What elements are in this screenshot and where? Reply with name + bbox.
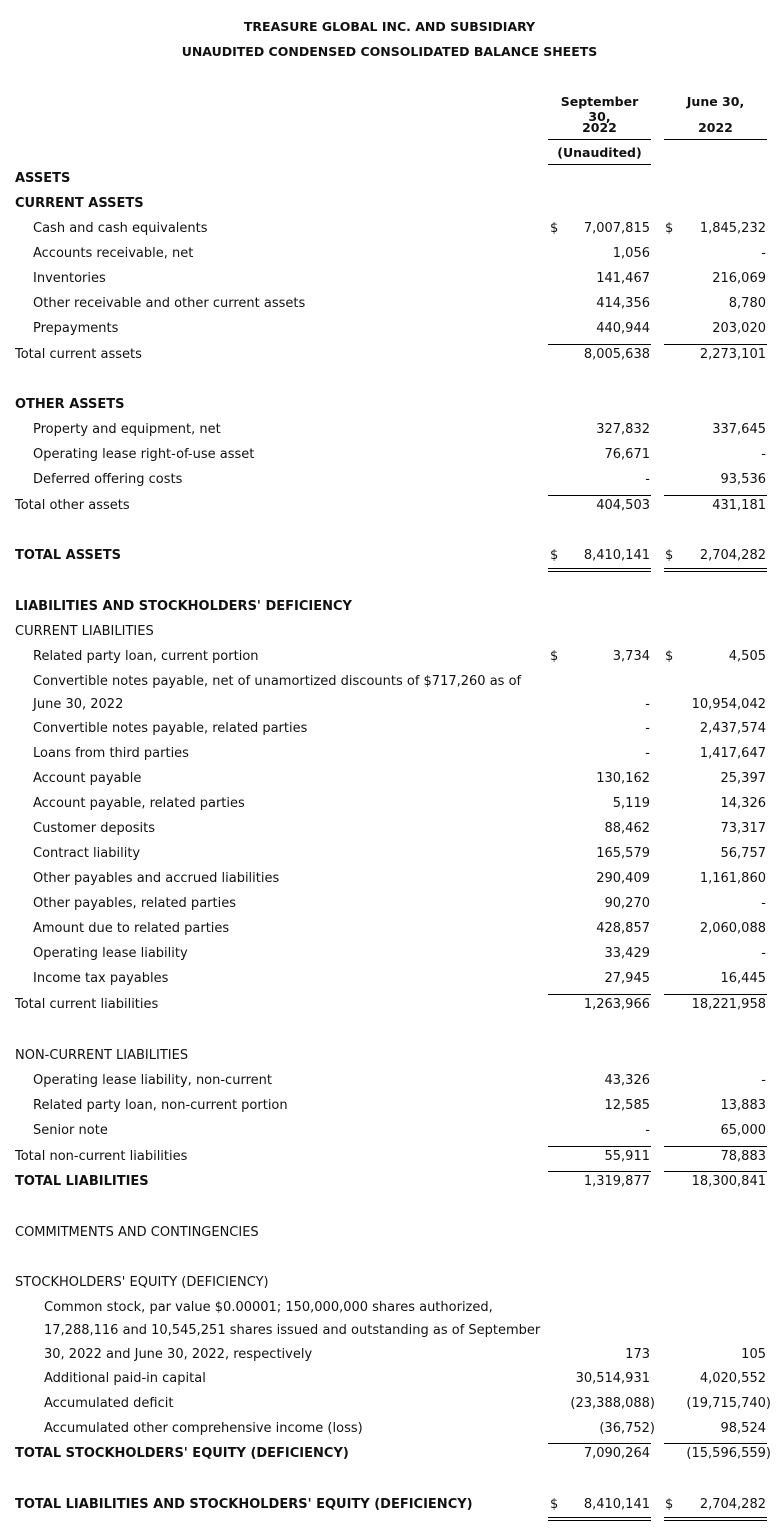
table-row [0, 296, 779, 318]
currency-symbol: $ [550, 548, 559, 563]
table-row [0, 472, 779, 494]
value-september-2022: (36,752) [599, 1421, 655, 1436]
row-label: Total current liabilities [15, 997, 159, 1012]
value-june-2022: 65,000 [720, 1123, 766, 1138]
value-june-2022: 10,954,042 [691, 697, 766, 712]
table-row [0, 624, 779, 646]
table-row [0, 1225, 779, 1247]
value-june-2022: 431,181 [712, 498, 766, 513]
subtotal-rule [548, 1146, 651, 1147]
subtotal-rule [548, 994, 651, 995]
table-row [0, 171, 779, 193]
table-row [0, 971, 779, 993]
table-row [0, 1396, 779, 1418]
col1-header-line1: September 30, [560, 94, 639, 124]
value-june-2022: 73,317 [720, 821, 766, 836]
table-row [0, 246, 779, 268]
value-september-2022: 165,579 [596, 846, 650, 861]
subtotal-rule [548, 1443, 651, 1444]
value-june-2022: 2,704,282 [699, 1497, 766, 1512]
value-september-2022: 43,326 [604, 1073, 650, 1088]
currency-symbol: $ [665, 548, 674, 563]
row-label: Prepayments [33, 321, 119, 336]
value-june-2022: - [761, 946, 766, 961]
table-row [0, 697, 779, 719]
row-label: Property and equipment, net [33, 422, 221, 437]
table-row [0, 1149, 779, 1171]
row-label: STOCKHOLDERS' EQUITY (DEFICIENCY) [15, 1275, 269, 1290]
value-june-2022: 13,883 [720, 1098, 766, 1113]
row-label: TOTAL STOCKHOLDERS' EQUITY (DEFICIENCY) [15, 1446, 349, 1461]
currency-symbol: $ [550, 1497, 559, 1512]
row-label: TOTAL LIABILITIES AND STOCKHOLDERS' EQUITY (DEFICIENCY) [15, 1497, 473, 1512]
row-label: Related party loan, non-current portion [33, 1098, 288, 1113]
table-row [0, 721, 779, 743]
table-row [0, 548, 779, 570]
value-june-2022: 4,505 [728, 649, 766, 664]
value-june-2022: 56,757 [720, 846, 766, 861]
row-label: Cash and cash equivalents [33, 221, 208, 236]
value-september-2022: 55,911 [604, 1149, 650, 1164]
table-row [0, 997, 779, 1019]
row-label: 17,288,116 and 10,545,251 shares issued and outstanding as of September [44, 1323, 541, 1338]
subtotal-rule [548, 344, 651, 345]
row-label: OTHER ASSETS [15, 397, 125, 412]
value-september-2022: - [645, 746, 650, 761]
value-september-2022: 30,514,931 [575, 1371, 650, 1386]
table-row [0, 1073, 779, 1095]
table-row [0, 896, 779, 918]
table-row [0, 796, 779, 818]
row-label: TOTAL ASSETS [15, 548, 121, 563]
subtotal-rule [664, 344, 767, 345]
value-september-2022: 7,090,264 [583, 1446, 650, 1461]
table-row [0, 946, 779, 968]
row-label: TOTAL LIABILITIES [15, 1174, 149, 1189]
value-september-2022: 7,007,815 [583, 221, 650, 236]
value-september-2022: - [645, 721, 650, 736]
currency-symbol: $ [665, 1497, 674, 1512]
value-september-2022: 12,585 [604, 1098, 650, 1113]
row-label: LIABILITIES AND STOCKHOLDERS' DEFICIENCY [15, 599, 352, 614]
col1-header-rule [548, 139, 651, 140]
table-row [0, 871, 779, 893]
value-june-2022: 2,060,088 [699, 921, 766, 936]
value-september-2022: 76,671 [604, 447, 650, 462]
currency-symbol: $ [665, 649, 674, 664]
value-june-2022: 2,273,101 [699, 347, 766, 362]
row-label: NON-CURRENT LIABILITIES [15, 1048, 189, 1063]
row-label: Senior note [33, 1123, 108, 1138]
currency-symbol: $ [550, 649, 559, 664]
value-june-2022: 78,883 [720, 1149, 766, 1164]
value-june-2022: (19,715,740) [686, 1396, 771, 1411]
value-june-2022: - [761, 896, 766, 911]
value-june-2022: 93,536 [720, 472, 766, 487]
row-label: Accumulated other comprehensive income (loss) [44, 1421, 363, 1436]
row-label: Convertible notes payable, net of unamortized discounts of $717,260 as of [33, 674, 522, 689]
company-title: TREASURE GLOBAL INC. AND SUBSIDIARY [243, 19, 536, 34]
table-row [0, 921, 779, 943]
row-label: Account payable, related parties [33, 796, 245, 811]
table-row [0, 347, 779, 369]
value-september-2022: 414,356 [596, 296, 650, 311]
col1-header-rule-bottom [548, 164, 651, 165]
currency-symbol: $ [550, 221, 559, 236]
table-row [0, 271, 779, 293]
table-row [0, 1421, 779, 1443]
row-label: Operating lease right-of-use asset [33, 447, 255, 462]
row-label: Loans from third parties [33, 746, 189, 761]
total-double-rule [548, 568, 651, 572]
subtotal-rule [664, 495, 767, 496]
value-june-2022: - [761, 246, 766, 261]
table-row [0, 196, 779, 218]
row-label: Accumulated deficit [44, 1396, 174, 1411]
value-september-2022: - [645, 1123, 650, 1138]
value-september-2022: 88,462 [604, 821, 650, 836]
value-september-2022: 5,119 [612, 796, 650, 811]
total-double-rule [664, 1517, 767, 1521]
col2-header-line2: 2022 [698, 120, 733, 135]
value-june-2022: 2,437,574 [699, 721, 766, 736]
subtotal-rule [664, 994, 767, 995]
value-september-2022: 173 [625, 1347, 650, 1362]
value-june-2022: 98,524 [720, 1421, 766, 1436]
subtotal-rule [548, 495, 651, 496]
table-row [0, 498, 779, 520]
value-september-2022: - [645, 472, 650, 487]
row-label: 30, 2022 and June 30, 2022, respectively [44, 1347, 313, 1362]
value-september-2022: 440,944 [596, 321, 650, 336]
currency-symbol: $ [665, 221, 674, 236]
total-double-rule [548, 1517, 651, 1521]
value-june-2022: 216,069 [712, 271, 766, 286]
table-row [0, 397, 779, 419]
row-label: Customer deposits [33, 821, 155, 836]
table-row [0, 1123, 779, 1145]
row-label: Account payable [33, 771, 142, 786]
col1-header-line3: (Unaudited) [557, 145, 642, 160]
value-june-2022: 16,445 [720, 971, 766, 986]
table-row [0, 771, 779, 793]
row-label: Additional paid-in capital [44, 1371, 206, 1386]
value-june-2022: 1,161,860 [699, 871, 766, 886]
table-row [0, 674, 779, 696]
table-row [0, 1098, 779, 1120]
row-label: Other receivable and other current assets [33, 296, 306, 311]
value-june-2022: 105 [741, 1347, 766, 1362]
value-september-2022: 27,945 [604, 971, 650, 986]
value-september-2022: 428,857 [596, 921, 650, 936]
value-june-2022: 2,704,282 [699, 548, 766, 563]
table-row [0, 422, 779, 444]
col1-header-line2: 2022 [582, 120, 617, 135]
subtotal-rule [664, 1146, 767, 1147]
value-june-2022: 14,326 [720, 796, 766, 811]
value-september-2022: 90,270 [604, 896, 650, 911]
row-label: Other payables, related parties [33, 896, 236, 911]
statement-title: UNAUDITED CONDENSED CONSOLIDATED BALANCE SHEETS [181, 44, 598, 59]
table-row [0, 1300, 779, 1322]
row-label: Income tax payables [33, 971, 169, 986]
table-row [0, 746, 779, 768]
value-september-2022: 8,005,638 [583, 347, 650, 362]
value-june-2022: 4,020,552 [699, 1371, 766, 1386]
value-september-2022: - [645, 697, 650, 712]
row-label: Deferred offering costs [33, 472, 183, 487]
value-september-2022: 8,410,141 [583, 1497, 650, 1512]
value-june-2022: - [761, 447, 766, 462]
value-september-2022: (23,388,088) [570, 1396, 655, 1411]
row-label: Operating lease liability [33, 946, 188, 961]
value-september-2022: 3,734 [612, 649, 650, 664]
table-row [0, 1347, 779, 1369]
table-row [0, 846, 779, 868]
table-row [0, 447, 779, 469]
table-row [0, 321, 779, 343]
value-september-2022: 1,319,877 [583, 1174, 650, 1189]
row-label: CURRENT ASSETS [15, 196, 144, 211]
value-june-2022: 1,845,232 [699, 221, 766, 236]
value-june-2022: 337,645 [712, 422, 766, 437]
value-june-2022: (15,596,559) [686, 1446, 771, 1461]
row-label: Amount due to related parties [33, 921, 230, 936]
table-row [0, 1323, 779, 1345]
row-label: Accounts receivable, net [33, 246, 194, 261]
value-september-2022: 327,832 [596, 422, 650, 437]
value-june-2022: 25,397 [720, 771, 766, 786]
col2-header-rule [664, 139, 767, 140]
table-row [0, 1446, 779, 1468]
row-label: COMMITMENTS AND CONTINGENCIES [15, 1225, 259, 1240]
subtotal-rule [548, 1171, 651, 1172]
table-row [0, 821, 779, 843]
value-june-2022: 203,020 [712, 321, 766, 336]
row-label: Operating lease liability, non-current [33, 1073, 272, 1088]
row-label: Other payables and accrued liabilities [33, 871, 280, 886]
row-label: ASSETS [15, 171, 71, 186]
value-june-2022: 18,300,841 [691, 1174, 766, 1189]
value-september-2022: 141,467 [596, 271, 650, 286]
value-september-2022: 130,162 [596, 771, 650, 786]
value-june-2022: - [761, 1073, 766, 1088]
table-row [0, 1497, 779, 1519]
row-label: Related party loan, current portion [33, 649, 259, 664]
table-row [0, 599, 779, 621]
value-june-2022: 18,221,958 [691, 997, 766, 1012]
table-row [0, 1275, 779, 1297]
table-row [0, 649, 779, 671]
value-september-2022: 290,409 [596, 871, 650, 886]
col2-header-line1: June 30, [686, 94, 745, 109]
row-label: Total current assets [15, 347, 142, 362]
table-row [0, 1371, 779, 1393]
row-label: June 30, 2022 [33, 697, 124, 712]
value-june-2022: 1,417,647 [699, 746, 766, 761]
row-label: CURRENT LIABILITIES [15, 624, 154, 639]
value-september-2022: 1,263,966 [583, 997, 650, 1012]
row-label: Total non-current liabilities [15, 1149, 188, 1164]
subtotal-rule [664, 1171, 767, 1172]
row-label: Total other assets [15, 498, 130, 513]
total-double-rule [664, 568, 767, 572]
value-june-2022: 8,780 [728, 296, 766, 311]
row-label: Contract liability [33, 846, 141, 861]
row-label: Convertible notes payable, related parties [33, 721, 308, 736]
table-row [0, 1048, 779, 1070]
value-september-2022: 404,503 [596, 498, 650, 513]
table-row [0, 221, 779, 243]
value-september-2022: 8,410,141 [583, 548, 650, 563]
value-september-2022: 1,056 [612, 246, 650, 261]
table-row [0, 1174, 779, 1196]
row-label: Inventories [33, 271, 106, 286]
value-september-2022: 33,429 [604, 946, 650, 961]
subtotal-rule [664, 1443, 767, 1444]
row-label: Common stock, par value $0.00001; 150,000,000 shares authorized, [44, 1300, 493, 1315]
